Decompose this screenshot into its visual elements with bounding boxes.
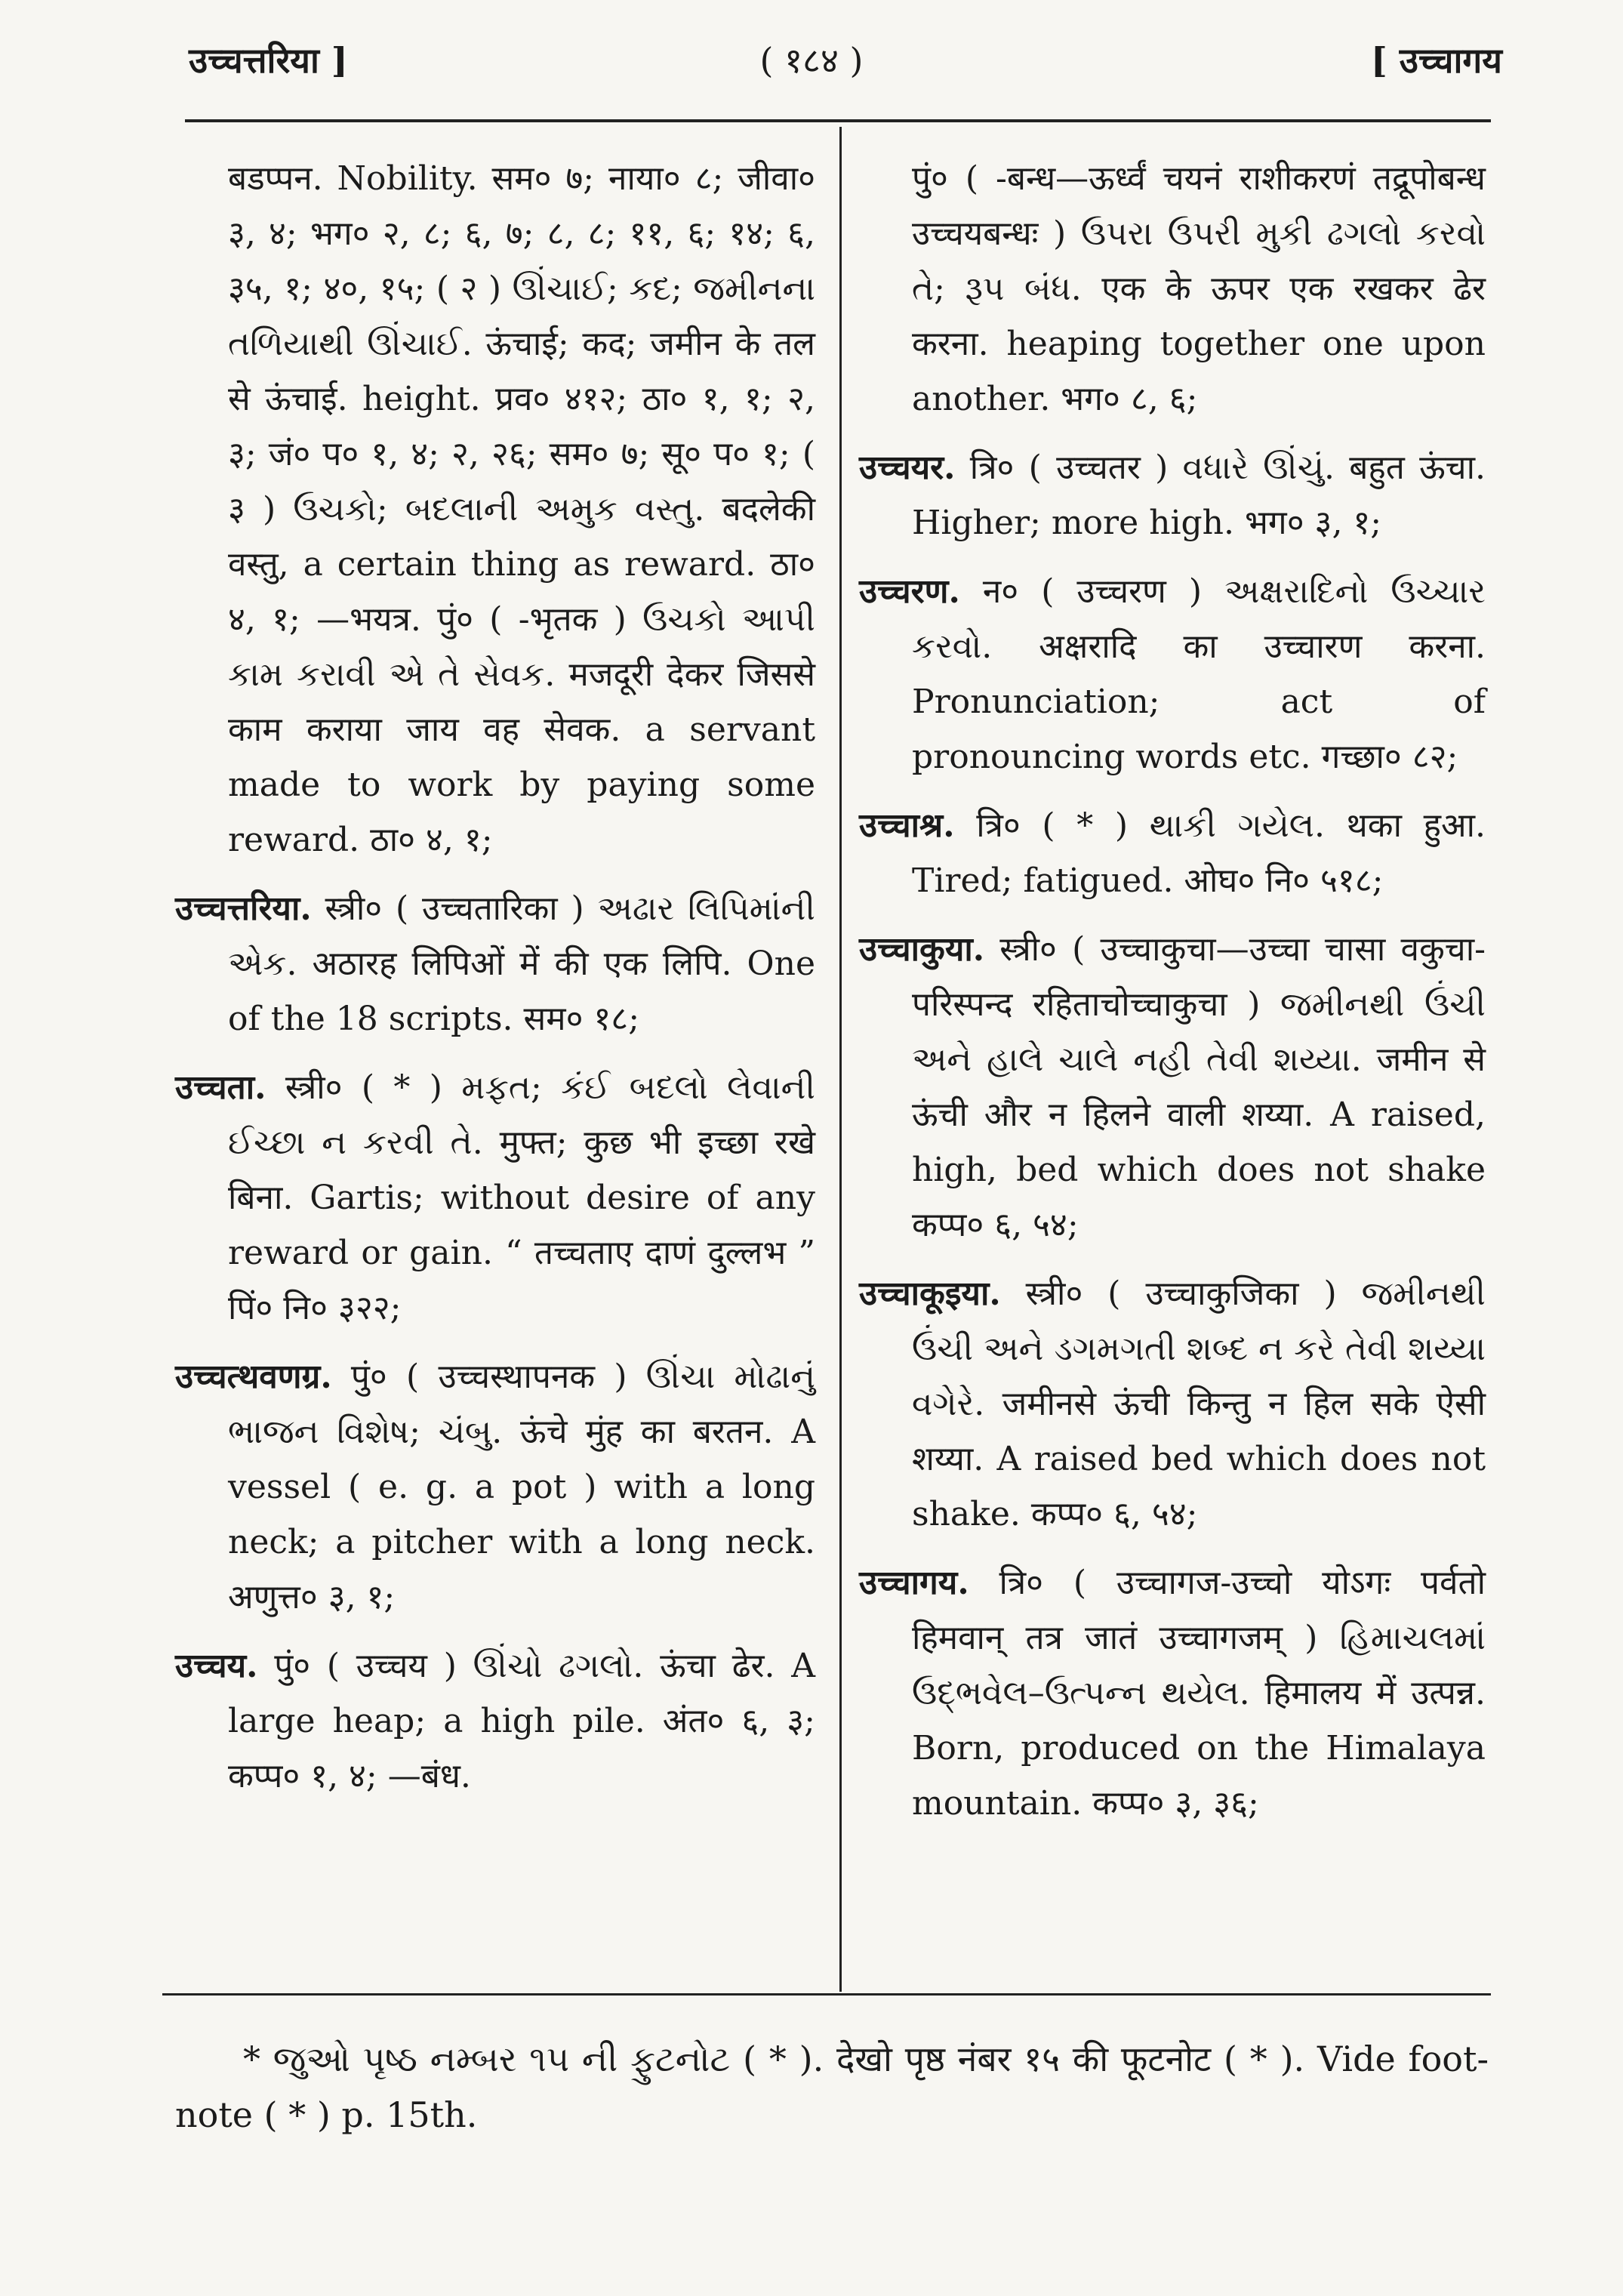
dictionary-entry xyxy=(859,151,1486,427)
dictionary-entry xyxy=(859,798,1486,908)
header-right-guideword: [ उच्चागय xyxy=(1370,40,1502,81)
entry-text: बडप्पन. Nobility. सम० ७; नाया० ८; जीवा० ३, ४; भग० २, ८; ६, ७; ८, ८; ११, ६; १४; ६, ३५, १; ४०, १५; ( २ ) ઊંચાઈ; કદ; જમીનના તળિયાથી ઊંચાઈ. ऊंचाई; कद; जमीन के तल से ऊंचाई. height. प्रव० ४१२; ठा० १, १; २, ३; जं० प० १, ४; २, २६; सम० ७; सू० प० १; ( ३ ) ઉચકો; બદલાની અમુક વસ્તુ. बदलेकी वस्तु, a certain thing as reward. ठा० ४, १; —भयत्र. पुं० ( -भृतक ) ઉચકો આપી કામ કરાવી એ તે સેવક. मजदूरी देकर जिससे काम कराया जाय वह सेवक. a servant made to work by paying some reward. ठा० ४, १; xyxy=(228,159,815,859)
entry-text: पुं० ( -बन्ध—ऊर्ध्वं चयनं राशीकरणं तद्रूपोबन्ध उच्चयबन्धः ) ઉપરા ઉપરી મુકી ઢગલો કરવો તે; રૂપ બંધ. एक के ऊपर एक रखकर ढेर करना. heaping together one upon another. भग० ८, ६; xyxy=(912,159,1486,418)
right-column xyxy=(859,151,1486,1845)
dictionary-entry xyxy=(859,1555,1486,1831)
entry-text: स्त्री० ( उच्चाकुचा—उच्चा चासा वकुचा-परिस्पन्द रहिताचोच्चाकुचा ) જમીનથી ઉંચી અને હાલે ચાલે નહી તેવી શય્યા. जमीन से ऊंची और न हिलने वाली शय्या. A raised, high, bed which does not shake कप्प० ६, ५४; xyxy=(912,930,1486,1244)
left-column xyxy=(175,151,815,1817)
entry-text: पुं० ( उच्चय ) ઊંચો ઢગલો. ऊंचा ढेर. A large heap; a high pile. अंत० ६, ३; कप्प० १, ४; —बंध. xyxy=(228,1647,815,1795)
entry-headword: उच्चाकुया. xyxy=(859,930,985,969)
entry-text: स्त्री० ( उच्चाकुजिका ) જમીનથી ઉંચી અને ડગમગતી શબ્દ ન કરે તેવી શય્યા વગેરે. जमीनसे ऊंची किन्तु न हिल सके ऐसी शय्या. A raised bed which does not shake. कप्प० ६, ५४; xyxy=(912,1274,1486,1533)
footnote: * જુઓ પૃષ્ઠ નમ્બર ૧૫ ની ફુટનોટ ( * ). देखो पृष्ठ नंबर १५ की फूटनोट ( * ). Vide foot-note ( * ) p. 15th. xyxy=(175,2039,1489,2135)
dictionary-entry xyxy=(175,1638,815,1804)
dictionary-entry xyxy=(859,922,1486,1253)
entry-headword: उच्चागय. xyxy=(859,1564,969,1602)
dictionary-entry xyxy=(859,1266,1486,1542)
entry-headword: उच्चय. xyxy=(175,1647,258,1685)
entry-text: स्त्री० ( उच्चतारिका ) અઢાર લિપિમાંની એક. अठारह लिपिओं में की एक लिपि. One of the 18 scripts. सम० १८; xyxy=(228,889,815,1038)
entry-headword: उच्चयर. xyxy=(859,448,956,487)
footnote-rule xyxy=(162,1993,1491,1996)
entry-headword: उच्चाश्र. xyxy=(859,806,955,845)
dictionary-entry xyxy=(175,1349,815,1625)
entry-headword: उच्चरण. xyxy=(859,572,960,611)
header-left-guideword: उच्चत्तरिया ] xyxy=(189,40,348,81)
entry-text: त्रि० ( उच्चतर ) વધારે ઊંચું. बहुत ऊंचा. Higher; more high. भग० ३, १; xyxy=(912,448,1486,542)
column-divider xyxy=(839,127,842,1992)
dictionary-entry xyxy=(859,564,1486,784)
entry-text: न० ( उच्चरण ) અક્ષરાદિનો ઉચ્ચાર કરવો. अक्षरादि का उच्चारण करना. Pronunciation; act of pronouncing words etc. गच्छा० ८२; xyxy=(912,572,1486,776)
dictionary-entry xyxy=(175,1060,815,1336)
page-number: ( १८४ ) xyxy=(759,40,864,81)
entry-text: त्रि० ( * ) થાકી ગયેલ. थका हुआ. Tired; fatigued. ओघ० नि० ५१८; xyxy=(912,806,1486,900)
entry-headword: उच्चाकूइया. xyxy=(859,1274,1001,1313)
entry-text: स्त्री० ( * ) મફત; કંઈ બદલો લેવાની ઈચ્છા ન કરવી તે. मुफ्त; कुछ भी इच्छा रखे बिना. Gartis; without desire of any reward or gain. “ तच्चताए दाणं दुल्लभ ” पिं० नि० ३२२; xyxy=(228,1068,815,1327)
dictionary-entry xyxy=(175,881,815,1046)
entry-text: त्रि० ( उच्चागज-उच्चो योऽगः पर्वतो हिमवान् तत्र जातं उच्चागजम् ) હિમાચલમાં ઉદ્‌ભવેલ–ઉત્પન્ન થયેલ. हिमालय में उत्पन्न. Born, produced on the Himalaya mountain. कप्प० ३, ३६; xyxy=(912,1564,1486,1823)
entry-headword: उच्चत्तरिया. xyxy=(175,889,312,928)
dictionary-entry xyxy=(175,151,815,868)
page-header xyxy=(0,30,1623,91)
entry-headword: उच्चत्थवणग्र. xyxy=(175,1358,332,1396)
entry-headword: उच्चता. xyxy=(175,1068,266,1107)
dictionary-entry xyxy=(859,440,1486,550)
top-rule xyxy=(185,119,1491,122)
entry-text: पुं० ( उच्चस्थापनक ) ઊંચા મોઢાનું ભાજન વિશેષ; ચંબુ. ऊंचे मुंह का बरतन. A vessel ( e. g. a pot ) with a long neck; a pitcher with a long neck. अणुत्त० ३, १; xyxy=(228,1358,815,1616)
